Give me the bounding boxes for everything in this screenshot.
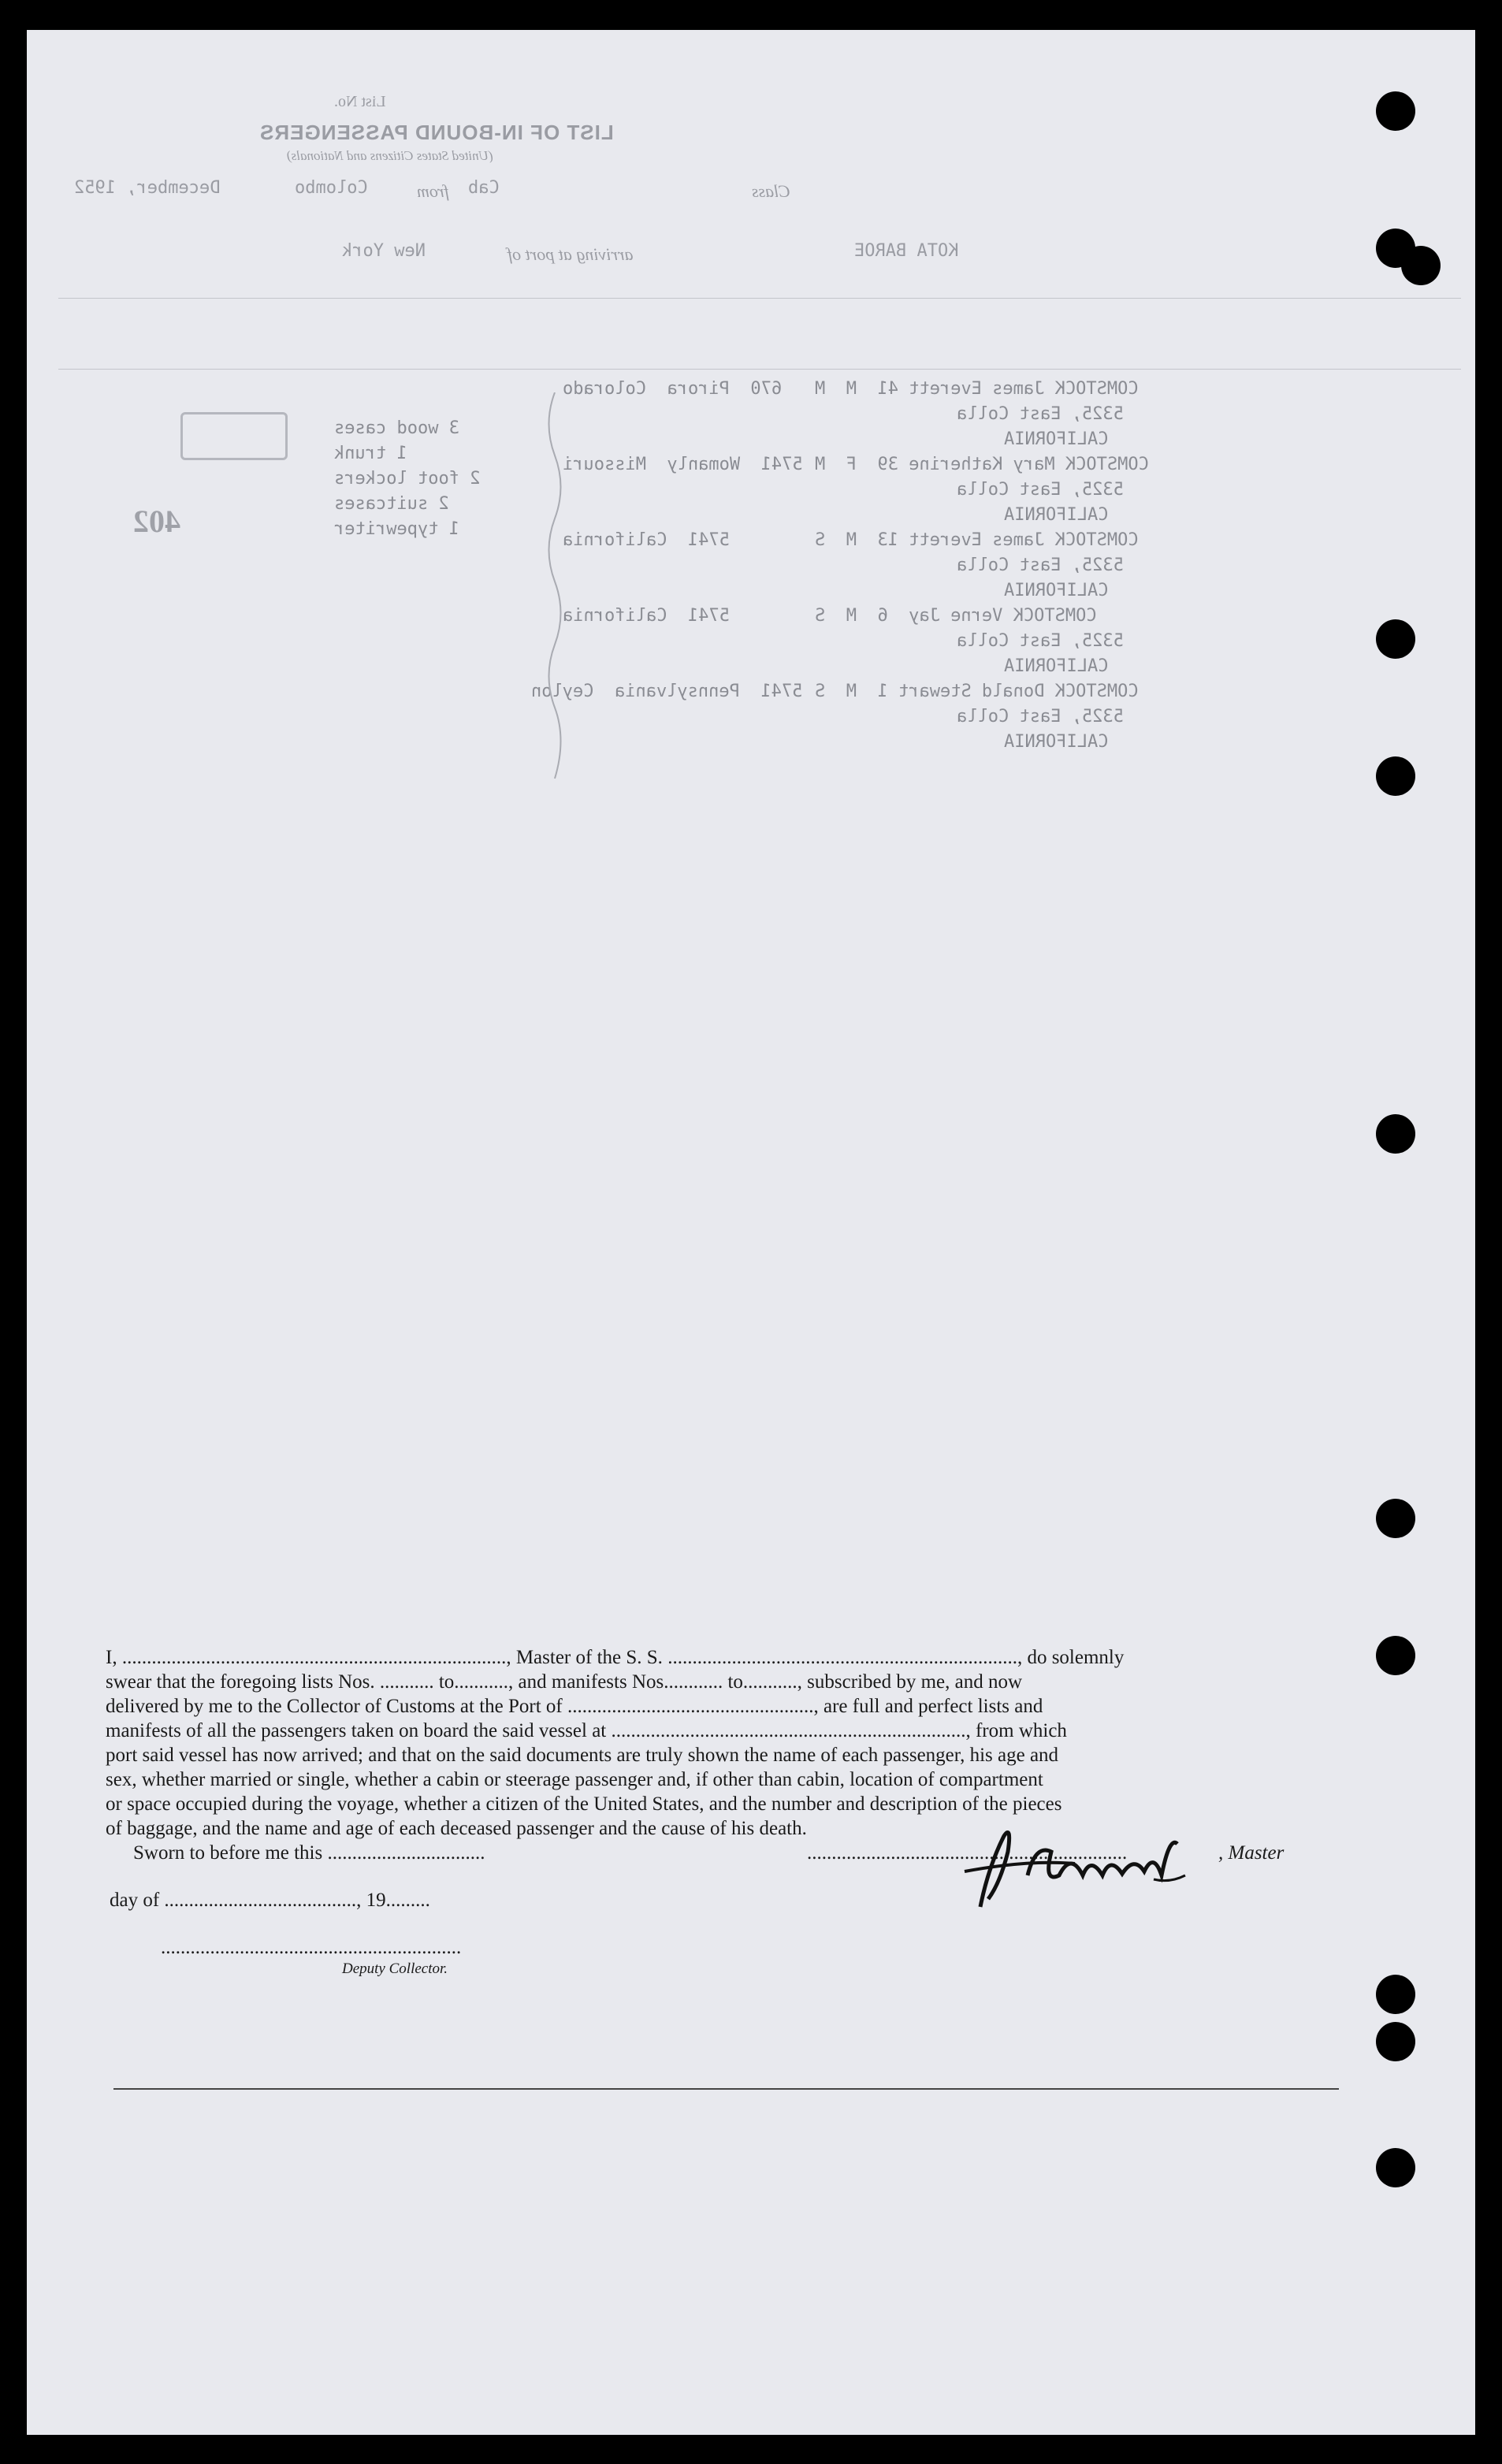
- baggage-item: 1 typewriter: [334, 519, 459, 539]
- oath-block: [106, 1645, 1343, 1841]
- ship-value: KOTA BAROE: [854, 241, 959, 261]
- oath-line-4: manifests of all the passengers taken on board the said vessel at ........................................................................, from which: [106, 1720, 1067, 1741]
- master-signature: [933, 1820, 1201, 1919]
- bottom-rule: [113, 2088, 1339, 2090]
- oath-line-7: or space occupied during the voyage, whether a citizen of the United States, and the number and description of the pieces: [106, 1793, 1062, 1815]
- punch-hole: [1376, 1636, 1415, 1675]
- punch-hole: [1376, 1975, 1415, 2014]
- oath-name-blank: ..............................................................................: [121, 1647, 507, 1668]
- oath-line-2: swear that the foregoing lists Nos. ........... to..........., and manifests Nos............ to..........., subscribed by me, and now: [106, 1671, 1023, 1693]
- oath-line-1: [106, 1645, 1343, 1670]
- day-of-line: day of ......................................., 19.........: [110, 1890, 430, 1911]
- passenger-place: 670 Pirora Colorado: [563, 379, 783, 399]
- passenger-state: CALIFORNIA: [1004, 505, 1109, 525]
- baggage-item: 1 trunk: [334, 444, 407, 463]
- stamp-number: 402: [133, 504, 180, 539]
- port-value: New York: [342, 241, 426, 261]
- punch-hole: [1376, 756, 1415, 796]
- manifest-page: [27, 30, 1475, 2435]
- deputy-label: Deputy Collector.: [342, 1960, 448, 1977]
- punch-hole: [1376, 619, 1415, 659]
- passenger-place: 5741 Womanly Missouri: [563, 455, 803, 474]
- passenger-state: CALIFORNIA: [1004, 732, 1109, 752]
- master-label: , Master: [1218, 1842, 1285, 1864]
- baggage-item: 2 foot lockers: [334, 469, 481, 489]
- passenger-state: CALIFORNIA: [1004, 656, 1109, 676]
- oath-master-ss: , Master of the S. S.: [506, 1647, 663, 1668]
- column-header-rule: [58, 369, 1461, 370]
- sworn-line: Sworn to before me this ................................: [133, 1842, 485, 1864]
- punch-hole: [1376, 2148, 1415, 2187]
- oath-line-5: port said vessel has now arrived; and that on the said documents are truly shown the name of each passenger, his age and: [106, 1745, 1059, 1766]
- passenger-address: 5325, East Colla: [957, 480, 1124, 500]
- list-no: List No.: [334, 93, 386, 110]
- passenger-name: COMSTOCK James Everett 41 M M: [815, 379, 1139, 399]
- passenger-name: COMSTOCK Verne Jay 6 M S: [815, 606, 1097, 626]
- class-label: Class: [752, 181, 790, 201]
- date-value: December, 1952: [74, 178, 221, 198]
- passenger-address: 5325, East Colla: [957, 631, 1124, 651]
- passenger-place: 5741 Pennsylvania Ceylon: [531, 682, 803, 701]
- oath-line-6: sex, whether married or single, whether a cabin or steerage passenger and, if other than cabin, location of compartment: [106, 1769, 1043, 1790]
- baggage-item: 3 wood cases: [334, 418, 459, 438]
- class-value: Cab: [468, 178, 500, 198]
- passenger-state: CALIFORNIA: [1004, 429, 1109, 449]
- oath-solemnly: , do solemnly: [1017, 1647, 1125, 1668]
- passenger-place: 5741 California: [563, 530, 730, 550]
- passenger-brace: [539, 392, 571, 786]
- arriving-label: arriving at port of: [507, 244, 634, 264]
- header-rule: [58, 298, 1461, 299]
- passenger-name: COMSTOCK Mary Katherine 39 F M: [815, 455, 1149, 474]
- list-subtitle: (United States Citizens and Nationals): [287, 148, 493, 163]
- list-title: LIST OF IN-BOUND PASSENGERS: [259, 121, 614, 144]
- oath-i: I,: [106, 1647, 117, 1668]
- passenger-address: 5325, East Colla: [957, 556, 1124, 575]
- baggage-item: 2 suitcases: [334, 494, 449, 514]
- passenger-state: CALIFORNIA: [1004, 581, 1109, 600]
- punch-hole: [1376, 1499, 1415, 1538]
- faint-stamp: [180, 412, 288, 460]
- oath-line-3: delivered by me to the Collector of Customs at the Port of .................................................., are full and perfect lists and: [106, 1696, 1043, 1717]
- punch-hole: [1376, 91, 1415, 131]
- punch-hole: [1401, 246, 1441, 285]
- passenger-address: 5325, East Colla: [957, 707, 1124, 727]
- punch-hole: [1376, 1114, 1415, 1154]
- passenger-place: 5741 California: [563, 606, 730, 626]
- from-value: Colombo: [295, 178, 368, 198]
- passenger-name: COMSTOCK James Everett 13 M S: [815, 530, 1139, 550]
- deputy-dots: .............................................................: [161, 1937, 462, 1958]
- passenger-address: 5325, East Colla: [957, 404, 1124, 424]
- punch-hole: [1376, 2022, 1415, 2061]
- master-dots: .................................................................: [807, 1842, 1128, 1864]
- passenger-name: COMSTOCK Donald Stewart 1 M S: [815, 682, 1139, 701]
- from-label: from: [417, 181, 449, 201]
- oath-line-8: of baggage, and the name and age of each deceased passenger and the cause of his death.: [106, 1818, 807, 1839]
- oath-ship-blank: .......................................................................: [667, 1647, 1017, 1668]
